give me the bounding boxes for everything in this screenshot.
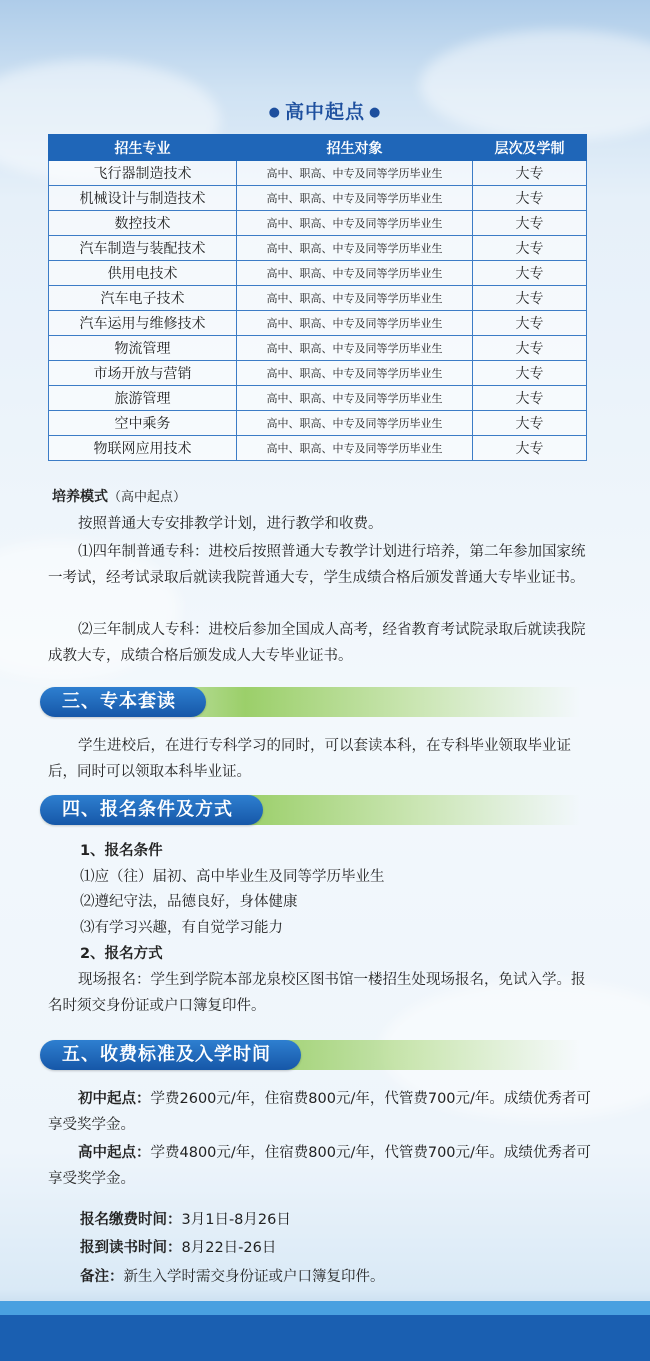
footer-bar: [0, 1315, 650, 1361]
header-level: 层次及学制: [473, 135, 587, 161]
cell-level: 大专: [473, 436, 587, 461]
cell-target: 高中、职高、中专及同等学历毕业生: [237, 161, 473, 186]
training-p3: ⑵三年制成人专科：进校后参加全国成人高考，经省教育考试院录取后就读我院成教大专，成绩合格后颁发成人大专毕业证书。: [48, 622, 586, 664]
table-row: [49, 211, 587, 236]
bullet-icon: ●: [369, 105, 382, 120]
condition-3: ⑶有学习兴趣，有自觉学习能力: [80, 920, 283, 936]
table-row: [49, 336, 587, 361]
bullet-icon: ●: [268, 105, 281, 120]
cell-target: 高中、职高、中专及同等学历毕业生: [237, 386, 473, 411]
section3-text: 学生进校后，在进行专科学习的同时，可以套读本科，在专科毕业领取毕业证后，同时可以领取本科毕业证。: [48, 738, 571, 780]
cell-level: 大专: [473, 211, 587, 236]
table-row: [49, 361, 587, 386]
cell-target: 高中、职高、中专及同等学历毕业生: [237, 411, 473, 436]
cell-major: 机械设计与制造技术: [49, 186, 237, 211]
cell-major: 汽车运用与维修技术: [49, 311, 237, 336]
training-note: （高中起点）: [108, 490, 187, 505]
cell-target: 高中、职高、中专及同等学历毕业生: [237, 336, 473, 361]
major-table: [48, 134, 587, 461]
cell-major: 空中乘务: [49, 411, 237, 436]
cell-target: 高中、职高、中专及同等学历毕业生: [237, 261, 473, 286]
registration-conditions-title: 1、报名条件: [80, 843, 163, 859]
report-time-label: 报到读书时间：: [80, 1240, 182, 1256]
condition-1: ⑴应（往）届初、高中毕业生及同等学历毕业生: [80, 869, 385, 885]
fee-junior-text: 学费2600元/年，住宿费800元/年，代管费700元/年。成绩优秀者可享受奖学金。: [48, 1091, 591, 1133]
report-time-value: 8月22日-26日: [181, 1240, 277, 1256]
section-title-5: 五、收费标准及入学时间: [40, 1040, 301, 1070]
cell-target: 高中、职高、中专及同等学历毕业生: [237, 361, 473, 386]
cell-level: 大专: [473, 236, 587, 261]
cell-level: 大专: [473, 186, 587, 211]
cell-major: 物流管理: [49, 336, 237, 361]
header-target: 招生对象: [237, 135, 473, 161]
cell-target: 高中、职高、中专及同等学历毕业生: [237, 186, 473, 211]
cell-target: 高中、职高、中专及同等学历毕业生: [237, 286, 473, 311]
table-row: [49, 436, 587, 461]
cell-level: 大专: [473, 386, 587, 411]
table-row: [49, 386, 587, 411]
training-mode-title: [52, 486, 186, 506]
table-row: [49, 411, 587, 436]
fee-senior-label: 高中起点：: [78, 1145, 151, 1161]
training-title: 培养模式: [52, 489, 108, 505]
cell-level: 大专: [473, 361, 587, 386]
cell-level: 大专: [473, 161, 587, 186]
remark: [80, 1264, 385, 1290]
remark-label: 备注：: [80, 1269, 124, 1285]
cell-level: 大专: [473, 311, 587, 336]
cell-target: 高中、职高、中专及同等学历毕业生: [237, 311, 473, 336]
registration-time: [80, 1207, 291, 1233]
cell-level: 大专: [473, 261, 587, 286]
cell-level: 大专: [473, 336, 587, 361]
fee-junior: [48, 1086, 593, 1138]
cell-major: 供用电技术: [49, 261, 237, 286]
registration-time-value: 3月1日-8月26日: [181, 1212, 291, 1228]
cell-target: 高中、职高、中专及同等学历毕业生: [237, 436, 473, 461]
cell-major: 数控技术: [49, 211, 237, 236]
section-title-3: 三、专本套读: [40, 687, 206, 717]
cell-target: 高中、职高、中专及同等学历毕业生: [237, 236, 473, 261]
fee-junior-label: 初中起点：: [78, 1091, 151, 1107]
table-row: [49, 186, 587, 211]
cell-target: 高中、职高、中专及同等学历毕业生: [237, 211, 473, 236]
cell-major: 汽车电子技术: [49, 286, 237, 311]
cell-major: 市场开放与营销: [49, 361, 237, 386]
registration-time-label: 报名缴费时间：: [80, 1212, 182, 1228]
table-row: [49, 286, 587, 311]
training-p2: ⑴四年制普通专科：进校后按照普通大专教学计划进行培养，第二年参加国家统一考试，经考试录取后就读我院普通大专，学生成绩合格后颁发普通大专毕业证书。: [48, 544, 586, 586]
cell-major: 物联网应用技术: [49, 436, 237, 461]
table-row: [49, 161, 587, 186]
table-row: [49, 311, 587, 336]
cell-level: 大专: [473, 411, 587, 436]
training-p1: 按照普通大专安排教学计划，进行教学和收费。: [78, 516, 383, 532]
fee-senior-text: 学费4800元/年，住宿费800元/年，代管费700元/年。成绩优秀者可享受奖学金。: [48, 1145, 591, 1187]
header-major: 招生专业: [49, 135, 237, 161]
registration-method-text: 现场报名：学生到学院本部龙泉校区图书馆一楼招生处现场报名，免试入学。报名时须交身份证或户口簿复印件。: [48, 972, 586, 1014]
cell-major: 汽车制造与装配技术: [49, 236, 237, 261]
report-time: [80, 1235, 276, 1261]
cell-major: 旅游管理: [49, 386, 237, 411]
condition-2: ⑵遵纪守法，品德良好，身体健康: [80, 894, 298, 910]
section-banner-4: [40, 795, 580, 825]
cell-level: 大专: [473, 286, 587, 311]
section-subtitle: [0, 97, 650, 124]
section-title-4: 四、报名条件及方式: [40, 795, 263, 825]
fee-senior: [48, 1140, 593, 1192]
footer-band: [0, 1301, 650, 1315]
section-banner-5: [40, 1040, 580, 1070]
table-header-row: [49, 135, 587, 161]
section-banner-3: [40, 687, 580, 717]
cell-major: 飞行器制造技术: [49, 161, 237, 186]
table-row: [49, 236, 587, 261]
subtitle-text: 高中起点: [284, 101, 365, 123]
table-row: [49, 261, 587, 286]
remark-value: 新生入学时需交身份证或户口簿复印件。: [123, 1269, 385, 1285]
registration-method-title: 2、报名方式: [80, 946, 163, 962]
